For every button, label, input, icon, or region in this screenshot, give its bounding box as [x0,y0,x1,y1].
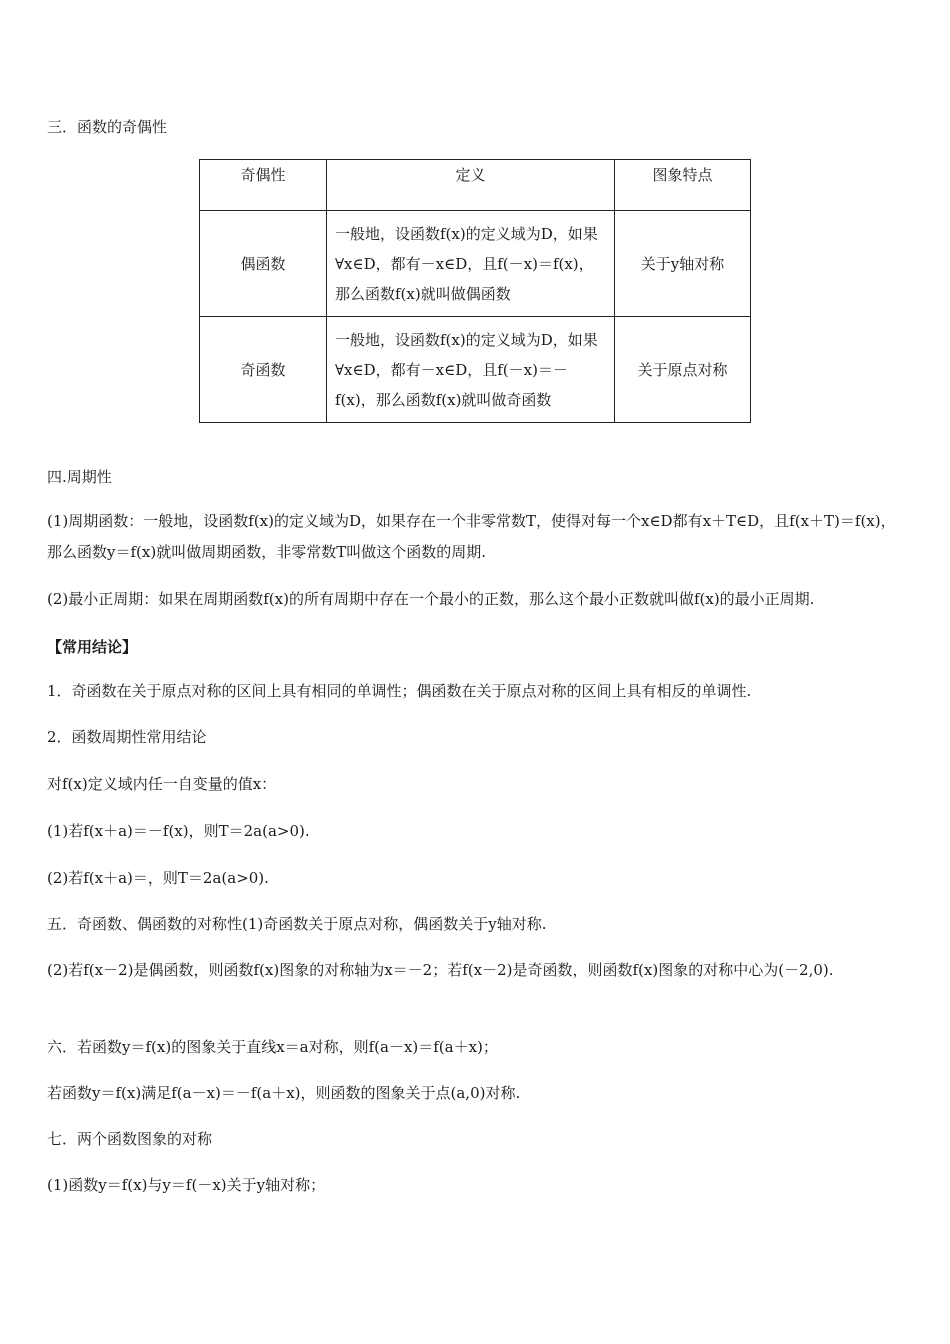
parity-table [199,159,751,423]
cell-even-definition: 一般地，设函数f(x)的定义域为D，如果∀x∈D，都有－x∈D，且f(－x)＝f(x)，那么函数f(x)就叫做偶函数 [327,211,615,317]
conclusion-3: 对f(x)定义域内任一自变量的值x： [47,775,277,793]
header-parity: 奇偶性 [200,160,327,211]
conclusion-4: (1)若f(x＋a)＝－f(x)，则T＝2a(a>0). [47,822,310,840]
section-6-line-2: 若函数y＝f(x)满足f(a－x)＝－f(a＋x)，则函数的图象关于点(a,0)对称. [47,1084,521,1102]
cell-odd-definition: 一般地，设函数f(x)的定义域为D，如果∀x∈D，都有－x∈D，且f(－x)＝－f(x)，那么函数f(x)就叫做奇函数 [327,317,615,423]
table-row-even [200,211,751,317]
common-conclusions-heading: 【常用结论】 [47,638,138,656]
conclusion-5: (2)若f(x＋a)＝，则T＝2a(a>0). [47,869,269,887]
cell-odd-name: 奇函数 [200,317,327,423]
section-5-line-2: (2)若f(x－2)是偶函数，则函数f(x)图象的对称轴为x＝－2；若f(x－2)是奇函数，则函数f(x)图象的对称中心为(－2,0). [47,961,834,979]
section-7-heading: 七．两个函数图象的对称 [47,1130,213,1148]
section-5-line-1: 五．奇函数、偶函数的对称性(1)奇函数关于原点对称，偶函数关于y轴对称. [47,915,547,933]
section-6-line-1: 六．若函数y＝f(x)的图象关于直线x＝a对称，则f(a－x)＝f(a＋x)； [47,1038,498,1056]
conclusion-1: 1．奇函数在关于原点对称的区间上具有相同的单调性；偶函数在关于原点对称的区间上具有相反的单调性. [47,682,752,700]
section-4-heading: 四.周期性 [47,468,112,486]
conclusion-2: 2．函数周期性常用结论 [47,728,207,746]
cell-odd-feature: 关于原点对称 [615,317,751,423]
cell-even-name: 偶函数 [200,211,327,317]
table-header-row [200,160,751,211]
cell-even-feature: 关于y轴对称 [615,211,751,317]
section-7-line-1: (1)函数y＝f(x)与y＝f(－x)关于y轴对称； [47,1176,326,1194]
periodic-function-definition: (1)周期函数：一般地，设函数f(x)的定义域为D，如果存在一个非零常数T，使得对每一个x∈D都有x＋T∈D，且f(x＋T)＝f(x)，那么函数y＝f(x)就叫做周期函数，非零常数T叫做这个函数的周期. [47,512,896,561]
header-definition: 定义 [327,160,615,211]
section-3-heading: 三．函数的奇偶性 [47,118,168,136]
minimum-period-definition: (2)最小正周期：如果在周期函数f(x)的所有周期中存在一个最小的正数，那么这个最小正数就叫做f(x)的最小正周期. [47,590,815,608]
header-graph-feature: 图象特点 [615,160,751,211]
table-row-odd [200,317,751,423]
